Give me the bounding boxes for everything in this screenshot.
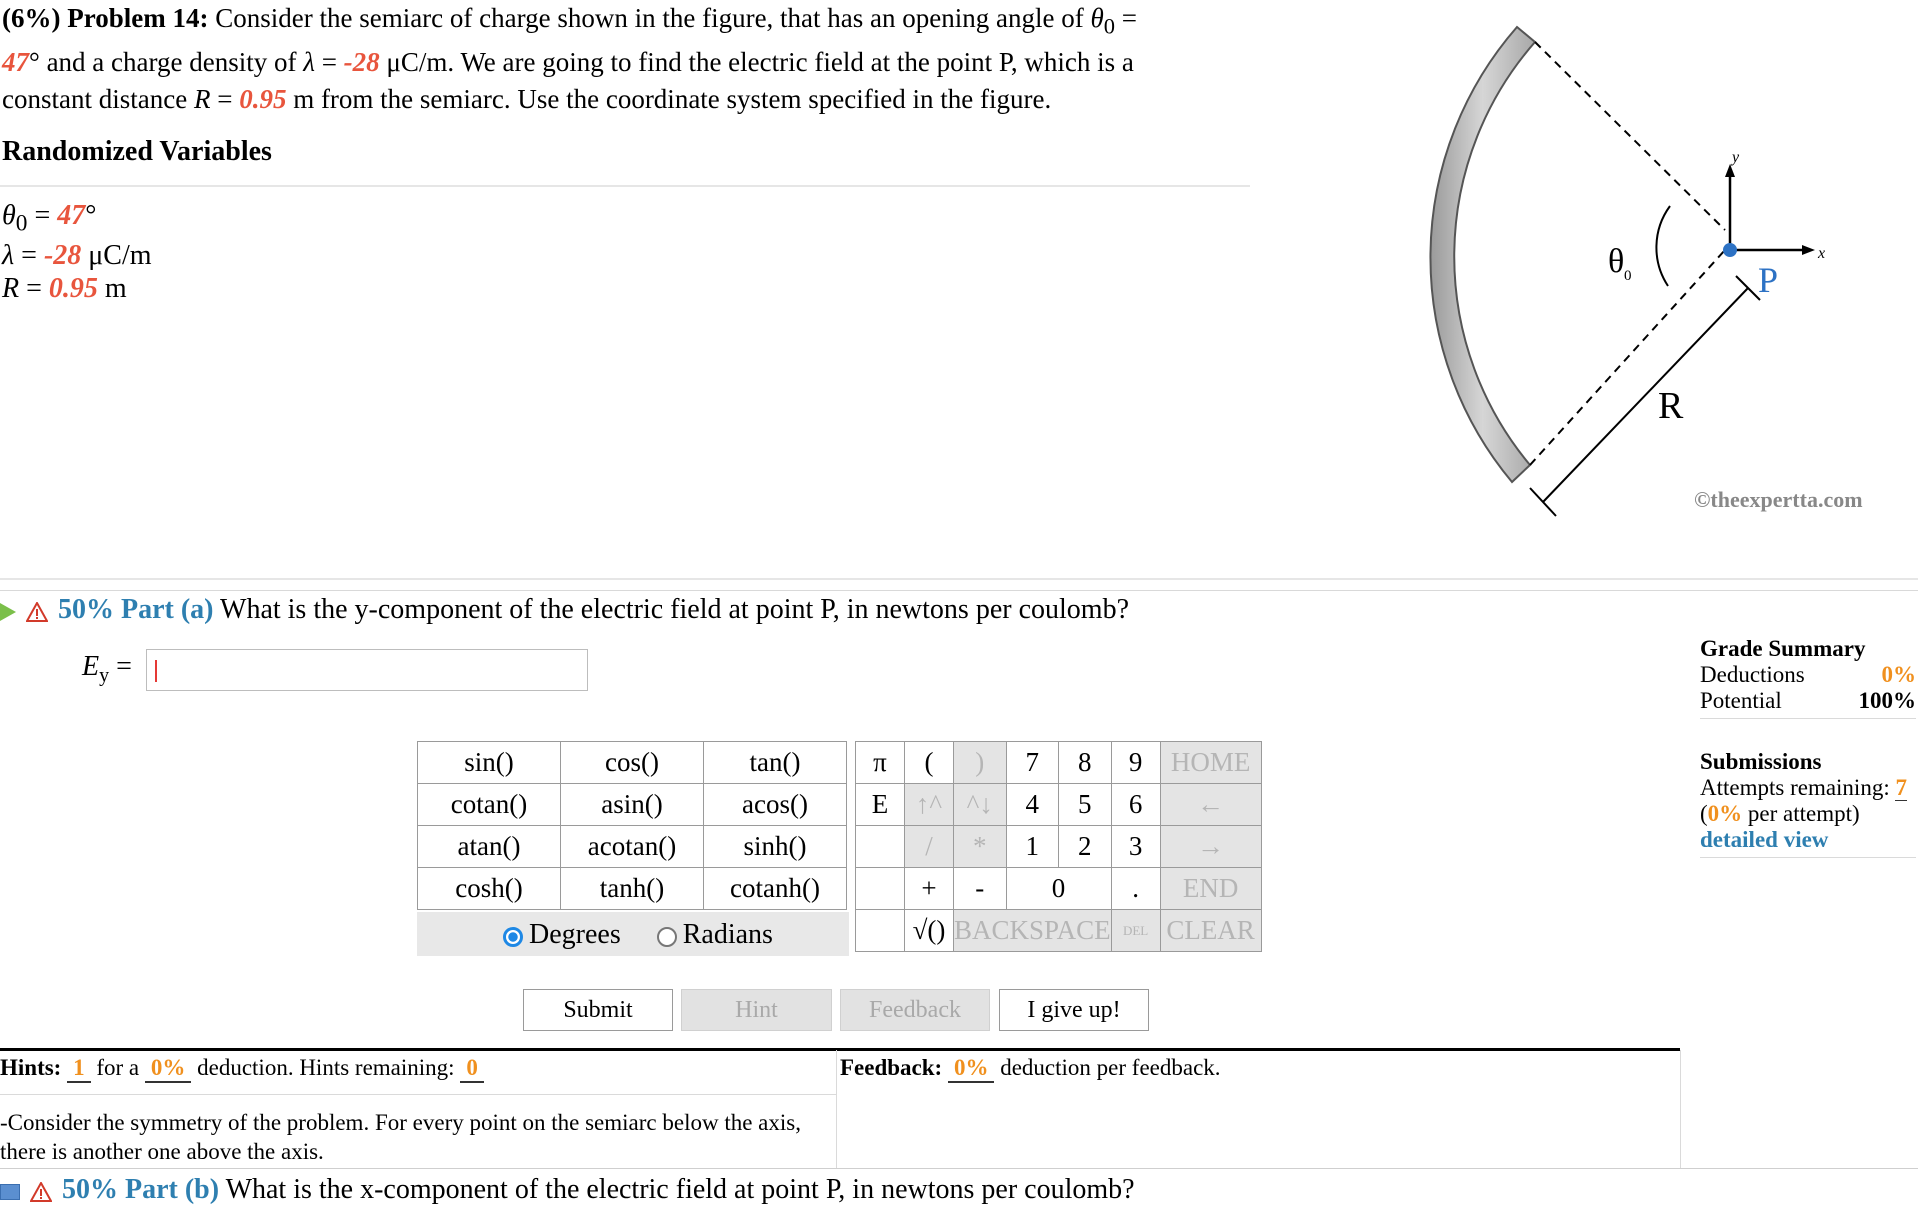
keypad-gap [847,868,856,910]
hints-feedback-border [0,1048,1680,1051]
key-right[interactable]: → [1160,826,1261,868]
rv-theta-value: 47 [57,200,86,231]
section-divider-2 [0,590,1918,591]
keypad-gap [847,784,856,826]
key-cos[interactable]: cos() [561,742,704,784]
key-minus[interactable]: - [954,868,1007,910]
key-multiply[interactable]: * [954,826,1007,868]
problem-weight: (6%) [2,3,61,33]
key-backspace[interactable]: BACKSPACE [954,910,1112,952]
give-up-button[interactable]: I give up! [999,989,1149,1031]
hint-text: -Consider the symmetry of the problem. For every point on the semiarc below the axis, there is another one above the axis. [0,1110,801,1164]
r-value: 0.95 [239,84,287,115]
hints-deduction-text: deduction. Hints remaining: [197,1055,455,1080]
divider [1700,718,1916,719]
key-end[interactable]: END [1160,868,1261,910]
rv-r-symbol: R [2,273,20,304]
key-plus[interactable]: + [905,868,954,910]
rv-theta-eq: = [27,200,58,231]
attempts-label: Attempts remaining: [1700,775,1890,800]
theta-subscript: 0 [1103,13,1115,39]
submit-button[interactable]: Submit [523,989,673,1031]
theta-label: θ [1608,243,1625,280]
rv-lambda-unit: μC/m [81,240,152,271]
key-6[interactable]: 6 [1111,784,1160,826]
part-a-question: What is the y-component of the electric field at point P, in newtons per coulomb? [220,594,1129,625]
charged-semiarc [1430,27,1535,482]
lambda-symbol: λ [303,47,315,78]
rv-r-unit: m [97,273,127,304]
problem-text-3: We are going to find the electric field at the point P, which is a [460,47,1134,78]
answer-label-e: E [82,651,100,682]
randomized-variables-title: Randomized Variables [2,136,272,167]
potential-row [1700,688,1916,714]
rv-theta-unit: ° [85,200,97,231]
key-5[interactable]: 5 [1059,784,1112,826]
feedback-summary [840,1055,1221,1083]
answer-label-sub: y [99,664,110,687]
p-label: P [1758,260,1779,300]
divider [1700,857,1916,858]
key-left[interactable]: ← [1160,784,1261,826]
theta-value: 47 [2,47,29,78]
feedback-text: deduction per feedback. [1000,1055,1221,1080]
key-up[interactable]: ↑^ [905,784,954,826]
answer-input[interactable] [146,649,588,691]
point-p [1723,243,1737,257]
text-cursor [155,660,157,682]
equals-sign: = [1121,3,1137,33]
problem-text-1: Consider the semiarc of charge shown in the figure, that has an opening angle of [215,3,1084,33]
y-label: y [1732,149,1740,166]
key-blank [856,910,905,952]
part-b-heading [0,1174,1135,1206]
hints-deduction-pct: 0% [145,1055,192,1083]
hints-for-a: for a [96,1055,140,1080]
warning-icon [30,1182,52,1202]
key-del[interactable]: DEL [1111,910,1160,952]
key-tanh[interactable]: tanh() [561,868,704,910]
dashed-line-upper [1535,42,1725,230]
key-cotanh[interactable]: cotanh() [704,868,847,910]
angle-mode-group [417,912,849,956]
key-decimal[interactable]: . [1111,868,1160,910]
key-cosh[interactable]: cosh() [418,868,561,910]
hints-label: Hints: [0,1055,62,1080]
key-4[interactable]: 4 [1006,784,1059,826]
key-down[interactable]: ^↓ [954,784,1007,826]
per-attempt [1700,801,1916,827]
key-cotan[interactable]: cotan() [418,784,561,826]
rv-lambda [2,240,152,272]
detailed-view-link[interactable]: detailed view [1700,827,1829,852]
attempts-remaining [1700,775,1916,801]
key-asin[interactable]: asin() [561,784,704,826]
rv-theta-sub: 0 [15,210,28,237]
key-7[interactable]: 7 [1006,742,1059,784]
key-acos[interactable]: acos() [704,784,847,826]
answer-label [82,651,132,688]
angle-arc [1656,206,1670,286]
key-1[interactable]: 1 [1006,826,1059,868]
problem-number: Problem 14: [67,3,209,33]
rv-lambda-eq: = [14,240,44,271]
keypad-gap [847,826,856,868]
attempts-value: 7 [1895,775,1907,800]
feedback-pct: 0% [948,1055,995,1083]
play-icon[interactable] [0,603,16,621]
potential-label: Potential [1700,688,1782,713]
key-9[interactable]: 9 [1111,742,1160,784]
key-divide[interactable]: / [905,826,954,868]
section-divider [0,578,1918,580]
part-b-question: What is the x-component of the electric field at point P, in newtons per coulomb? [225,1174,1135,1205]
rv-lambda-value: -28 [43,240,82,271]
x-arrow-icon [1802,245,1815,255]
key-clear[interactable]: CLEAR [1160,910,1261,952]
key-8[interactable]: 8 [1059,742,1112,784]
key-sinh[interactable]: sinh() [704,826,847,868]
theta-sublabel: 0 [1624,268,1632,284]
theta-symbol: θ [1090,3,1104,33]
key-blank [856,826,905,868]
key-acotan[interactable]: acotan() [561,826,704,868]
feedback-button[interactable]: Feedback [840,989,990,1031]
key-2[interactable]: 2 [1059,826,1112,868]
degrees-label: Degrees [529,919,621,950]
rv-theta-symbol: θ [2,200,16,231]
answer-label-eq: = [109,651,132,682]
key-3[interactable]: 3 [1111,826,1160,868]
column-divider [1680,1050,1681,1168]
submissions-title: Submissions [1700,749,1822,774]
key-home[interactable]: HOME [1160,742,1261,784]
copyright: ©theexpertta.com [1694,487,1863,512]
lambda-value: -28 [343,47,380,78]
key-blank [856,868,905,910]
semiarc-figure [1360,10,1918,530]
problem-text-5: m from the semiarc. Use the coordinate system specified in the figure. [293,84,1052,115]
warning-icon [26,602,48,622]
per-attempt-value: 0% [1707,801,1743,826]
r-label: R [1658,385,1684,427]
radians-label: Radians [682,919,773,950]
r-symbol: R [193,84,211,115]
rv-theta [2,200,96,238]
divider [0,1094,836,1095]
radians-radio[interactable] [657,927,677,947]
rv-r [2,273,127,305]
hints-remaining: 0 [460,1055,484,1083]
key-pi[interactable]: π [856,742,905,784]
key-close-paren[interactable]: ) [954,742,1007,784]
rv-lambda-symbol: λ [2,240,15,271]
lambda-unit: μC/m. [386,47,455,78]
key-e[interactable]: E [856,784,905,826]
hints-count: 1 [67,1055,91,1083]
key-tan[interactable]: tan() [704,742,847,784]
hints-summary [0,1055,484,1083]
problem-text-4: constant distance [2,84,188,115]
x-label: x [1818,245,1826,262]
key-open-paren[interactable]: ( [905,742,954,784]
deductions-value: 0% [1881,662,1916,687]
grade-summary [1700,636,1916,858]
per-attempt-close: per attempt) [1742,801,1860,826]
degrees-radio[interactable] [503,927,523,947]
key-sqrt[interactable]: √() [905,910,954,952]
degree-sign: ° [29,47,40,78]
part-a-title: 50% Part (a) [58,594,214,625]
r-dimension-line [1543,288,1748,502]
key-atan[interactable]: atan() [418,826,561,868]
potential-value: 100% [1858,688,1916,713]
per-attempt-open: ( [1700,801,1708,826]
hint-button[interactable]: Hint [681,989,832,1031]
document-icon[interactable] [0,1184,20,1200]
divider [0,1168,1918,1169]
rv-r-value: 0.95 [48,273,98,304]
problem-text-2: and a charge density of [46,47,297,78]
part-a-heading [0,594,1129,626]
part-b-title: 50% Part (b) [62,1174,220,1205]
column-divider [836,1050,837,1168]
feedback-label: Feedback: [840,1055,943,1080]
divider [0,185,1250,187]
grade-summary-title: Grade Summary [1700,636,1866,661]
deductions-label: Deductions [1700,662,1805,687]
problem-statement: (6%) Problem 14: Consider the semiarc of charge shown in the figure, that has an opening angle of $\theta_0$ = 47° and a charge density of λ = -28 μC/m. We are going to find the electric field at the point P, which is a constant distance R = 0.95 m from the semiarc. Use the coordinate system specified in the figure. [2,3,1137,115]
key-sin[interactable]: sin() [418,742,561,784]
keypad-gap [847,742,856,784]
key-0[interactable]: 0 [1006,868,1111,910]
rv-r-eq: = [19,273,49,304]
deductions-row [1700,662,1916,688]
